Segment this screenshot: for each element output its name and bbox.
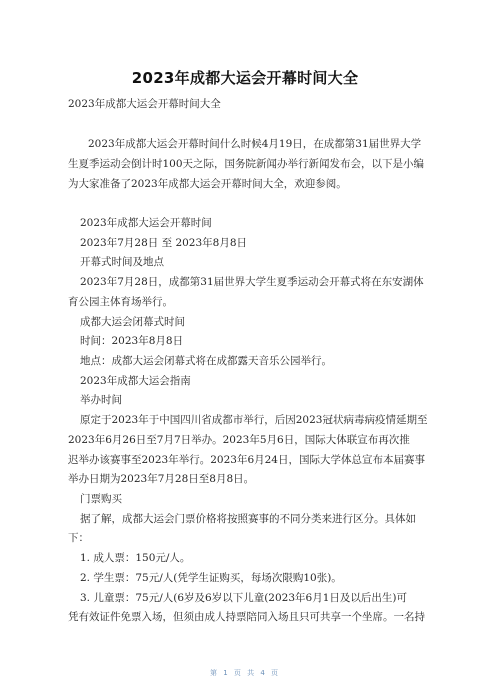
section-heading-schedule: 举办时间 xyxy=(80,394,122,406)
section-heading-closing: 成都大运会闭幕式时间 xyxy=(80,316,185,328)
intro-line-2: 生夏季运动会倒计时100天之际，国务院新闻办举行新闻发布会，以下是小编 xyxy=(68,158,425,170)
section-heading-ceremony: 开幕式时间及地点 xyxy=(80,256,164,268)
ticket-item-child-continued: 凭有效证件免票入场，但须由成人持票陪同入场且只可共享一个坐席。一名持 xyxy=(68,611,425,623)
tickets-line-1: 据了解，成都大运会门票价格将按照赛事的不同分类来进行区分。具体如 xyxy=(80,513,416,525)
document-title: 2023年成都大运会开幕时间大全 xyxy=(131,69,359,87)
closing-location-line: 地点：成都大运会闭幕式将在成都露天音乐公园举行。 xyxy=(80,355,332,367)
ceremony-line-2: 育公园主体育场举行。 xyxy=(68,296,173,308)
ceremony-line-1: 2023年7月28日，成都第31届世界大学生夏季运动会开幕式将在东安湖体 xyxy=(80,276,424,288)
ticket-item-adult: 1. 成人票：150元/人。 xyxy=(80,552,191,564)
closing-time-line: 时间：2023年8月8日 xyxy=(80,335,184,347)
section-heading-opening-time: 2023年成都大运会开幕时间 xyxy=(80,217,212,229)
section-heading-tickets: 门票购买 xyxy=(80,493,122,505)
schedule-line-1: 原定于2023年于中国四川省成都市举行，后因2023冠状病毒病疫情延期至 xyxy=(80,414,428,426)
ticket-item-student: 2. 学生票：75元/人(凭学生证购买，每场次限购10张)。 xyxy=(80,572,342,584)
intro-line-1: 2023年成都大运会开幕时间什么时候4月19日，在成都第31届世界大学 xyxy=(88,138,422,150)
schedule-line-3: 迟举办该赛事至2023年举行。2023年6月24日，国际大学体总宣布本届赛事 xyxy=(68,454,425,466)
page-footer: 第 1 页 共 4 页 xyxy=(209,669,281,677)
tickets-line-2: 下： xyxy=(68,532,89,544)
subtitle-line: 2023年成都大运会开幕时间大全 xyxy=(68,98,221,110)
section-heading-guide: 2023年成都大运会指南 xyxy=(80,375,191,387)
opening-date-range: 2023年7月28日 至 2023年8月8日 xyxy=(80,237,248,249)
schedule-line-4: 举办日期为2023年7月28日至8月8日。 xyxy=(68,473,255,485)
intro-line-3: 为大家准备了2023年成都大运会开幕时间大全，欢迎参阅。 xyxy=(68,178,347,190)
schedule-line-2: 2023年6月26日至7月7日举办。2023年5月6日，国际大体联宣布再次推 xyxy=(68,434,410,446)
ticket-item-child: 3. 儿童票：75元/人(6岁及6岁以下儿童(2023年6月1日及以后出生)可 xyxy=(80,592,407,604)
